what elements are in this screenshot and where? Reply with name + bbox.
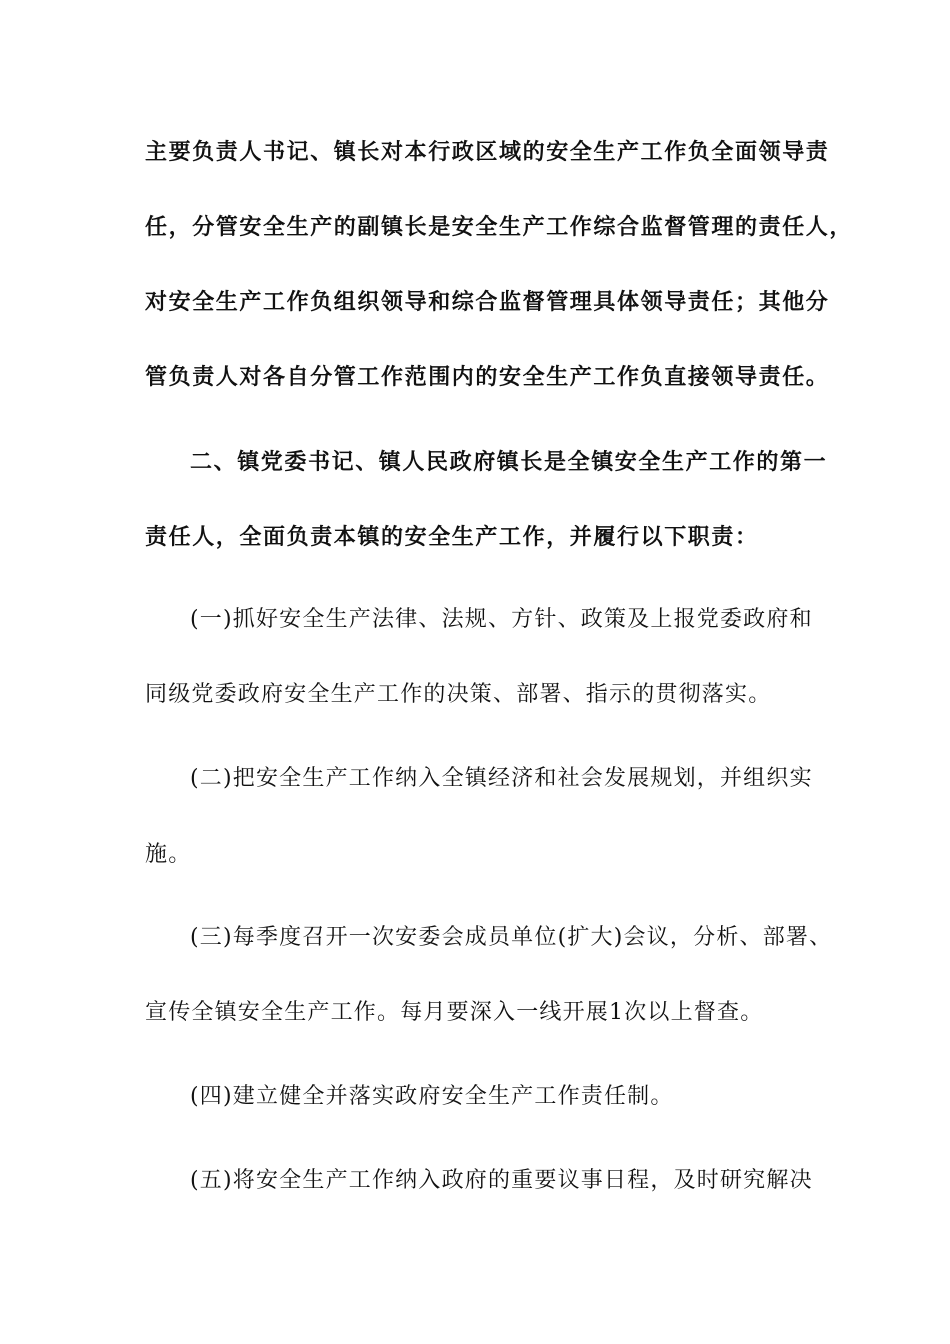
list-item-line: (三)每季度召开一次安委会成员单位(扩大)会议，分析、部署、 xyxy=(190,925,833,950)
list-item-line: (四)建立健全并落实政府安全生产工作责任制。 xyxy=(190,1084,674,1109)
list-item-line: 同级党委政府安全生产工作的决策、部署、指示的贯彻落实。 xyxy=(145,682,772,707)
paragraph-line: 主要负责人书记、镇长对本行政区域的安全生产工作负全面领导责 xyxy=(145,139,830,165)
list-item-line: 宣传全镇安全生产工作。每月要深入一线开展1次以上督查。 xyxy=(145,1000,764,1025)
paragraph-line: 任，分管安全生产的副镇长是安全生产工作综合监督管理的责任人， xyxy=(145,214,854,240)
section-heading-line: 责任人，全面负责本镇的安全生产工作，并履行以下职责： xyxy=(145,524,759,550)
paragraph-line: 对安全生产工作负组织领导和综合监督管理具体领导责任；其他分 xyxy=(145,289,830,315)
section-heading-line: 二、镇党委书记、镇人民政府镇长是全镇安全生产工作的第一 xyxy=(190,449,828,475)
list-item-line: (五)将安全生产工作纳入政府的重要议事日程，及时研究解决 xyxy=(190,1168,813,1193)
paragraph-line: 管负责人对各自分管工作范围内的安全生产工作负直接领导责任。 xyxy=(145,364,830,390)
list-item-line: (二)把安全生产工作纳入全镇经济和社会发展规划，并组织实 xyxy=(190,766,813,791)
list-item-line: 施。 xyxy=(145,842,192,867)
list-item-line: (一)抓好安全生产法律、法规、方针、政策及上报党委政府和 xyxy=(190,607,813,632)
